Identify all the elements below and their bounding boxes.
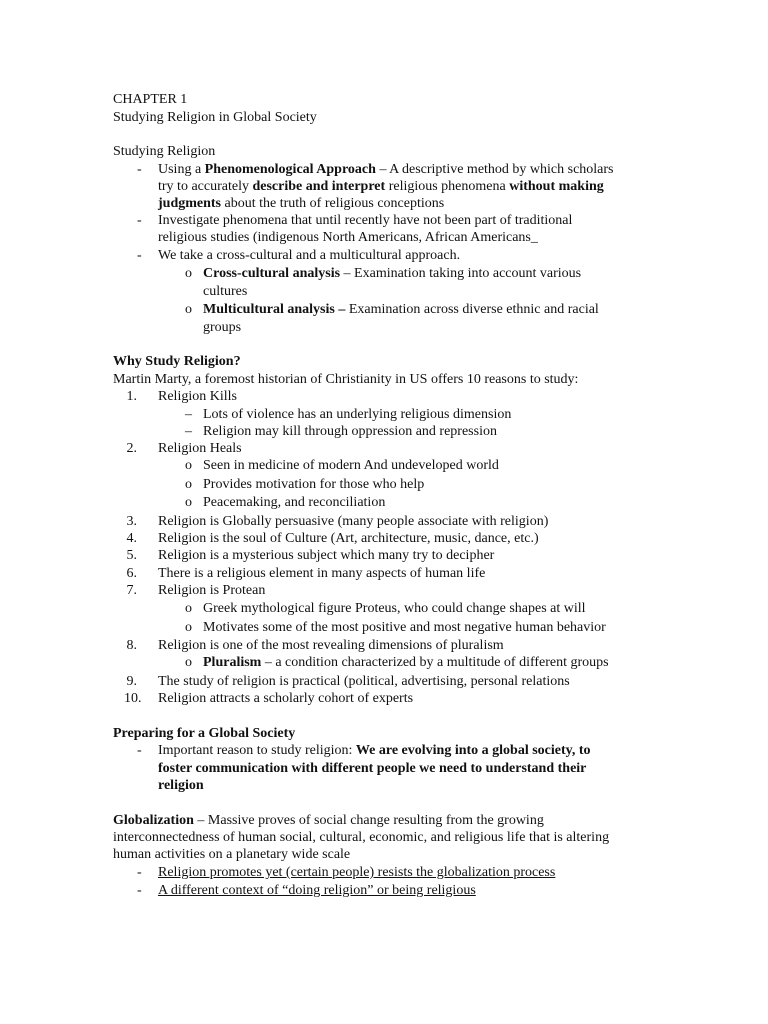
bullet-dash: - — [137, 162, 142, 177]
intro-text: Martin Marty, a foremost historian of Christianity in US offers 10 reasons to study: — [113, 372, 579, 387]
section-heading-why-study: Why Study Religion? — [113, 354, 241, 369]
sub-bullet-text: Religion may kill through oppression and repression — [203, 424, 497, 439]
list-item: Religion attracts a scholarly cohort of experts — [158, 691, 414, 706]
sub-bullet-text: groups — [203, 320, 242, 335]
list-item: Religion Heals — [158, 441, 242, 456]
list-number: 4. — [126, 531, 137, 546]
bullet-circle: o — [185, 620, 192, 635]
globalization-definition: Globalization – Massive proves of social change resulting from the growing — [113, 813, 544, 828]
bullet-text: We take a cross-cultural and a multicultural approach. — [158, 248, 461, 263]
sub-bullet-text: Greek mythological figure Proteus, who could change shapes at will — [203, 601, 586, 616]
bullet-circle: o — [185, 458, 192, 473]
bullet-dash: - — [137, 743, 142, 758]
bullet-circle: o — [185, 655, 192, 670]
bullet-endash: – — [185, 407, 192, 422]
bullet-text: Using a Phenomenological Approach – A descriptive method by which scholars — [158, 162, 614, 177]
list-number: 9. — [126, 674, 137, 689]
chapter-label: CHAPTER 1 — [113, 92, 188, 107]
chapter-title: Studying Religion in Global Society — [113, 110, 317, 125]
list-number: 3. — [126, 514, 137, 529]
sub-bullet-text: cultures — [203, 284, 248, 299]
bullet-text: try to accurately describe and interpret religious phenomena without making — [158, 179, 604, 194]
bullet-text: Important reason to study religion: We are evolving into a global society, to — [158, 743, 591, 758]
section-heading-studying-religion: Studying Religion — [113, 144, 216, 159]
list-item: Religion is one of the most revealing dimensions of pluralism — [158, 638, 504, 653]
definition-text: interconnectedness of human social, cultural, economic, and religious life that is altering — [113, 830, 610, 845]
bullet-text: Religion promotes yet (certain people) resists the globalization process — [158, 865, 556, 880]
list-number: 8. — [126, 638, 137, 653]
bullet-text: religious studies (indigenous North Americans, African Americans_ — [158, 230, 538, 245]
bullet-circle: o — [185, 601, 192, 616]
bullet-dash: - — [137, 213, 142, 228]
list-item: Religion is Protean — [158, 583, 266, 598]
list-item: Religion is a mysterious subject which many try to decipher — [158, 548, 495, 563]
list-item: Religion is Globally persuasive (many people associate with religion) — [158, 514, 549, 529]
list-number: 1. — [126, 389, 137, 404]
bullet-circle: o — [185, 477, 192, 492]
sub-bullet-text: Motivates some of the most positive and most negative human behavior — [203, 620, 606, 635]
list-number: 10. — [124, 691, 142, 706]
sub-bullet-text: Pluralism – a condition characterized by a multitude of different groups — [203, 655, 609, 670]
bullet-circle: o — [185, 266, 192, 281]
section-heading-global-society: Preparing for a Global Society — [113, 726, 296, 741]
list-item: There is a religious element in many aspects of human life — [158, 566, 486, 581]
bullet-endash: – — [185, 424, 192, 439]
bullet-text: foster communication with different people we need to understand their — [158, 761, 587, 776]
list-item: The study of religion is practical (political, advertising, personal relations — [158, 674, 570, 689]
bullet-text: A different context of “doing religion” or being religious — [158, 883, 476, 898]
bullet-text: judgments about the truth of religious conceptions — [158, 196, 445, 211]
sub-bullet-text: Provides motivation for those who help — [203, 477, 425, 492]
bullet-text: religion — [158, 778, 204, 793]
list-item: Religion Kills — [158, 389, 237, 404]
sub-bullet-text: Multicultural analysis – Examination across diverse ethnic and racial — [203, 302, 599, 317]
bullet-text: Investigate phenomena that until recently have not been part of traditional — [158, 213, 573, 228]
list-item: Religion is the soul of Culture (Art, architecture, music, dance, etc.) — [158, 531, 539, 546]
bullet-dash: - — [137, 883, 142, 898]
sub-bullet-text: Peacemaking, and reconciliation — [203, 495, 386, 510]
list-number: 5. — [126, 548, 137, 563]
bullet-dash: - — [137, 248, 142, 263]
bullet-dash: - — [137, 865, 142, 880]
list-number: 7. — [126, 583, 137, 598]
list-number: 6. — [126, 566, 137, 581]
sub-bullet-text: Seen in medicine of modern And undeveloped world — [203, 458, 499, 473]
definition-text: human activities on a planetary wide scale — [113, 847, 351, 862]
sub-bullet-text: Cross-cultural analysis – Examination taking into account various — [203, 266, 582, 281]
list-number: 2. — [126, 441, 137, 456]
bullet-circle: o — [185, 302, 192, 317]
sub-bullet-text: Lots of violence has an underlying religious dimension — [203, 407, 512, 422]
bullet-circle: o — [185, 495, 192, 510]
